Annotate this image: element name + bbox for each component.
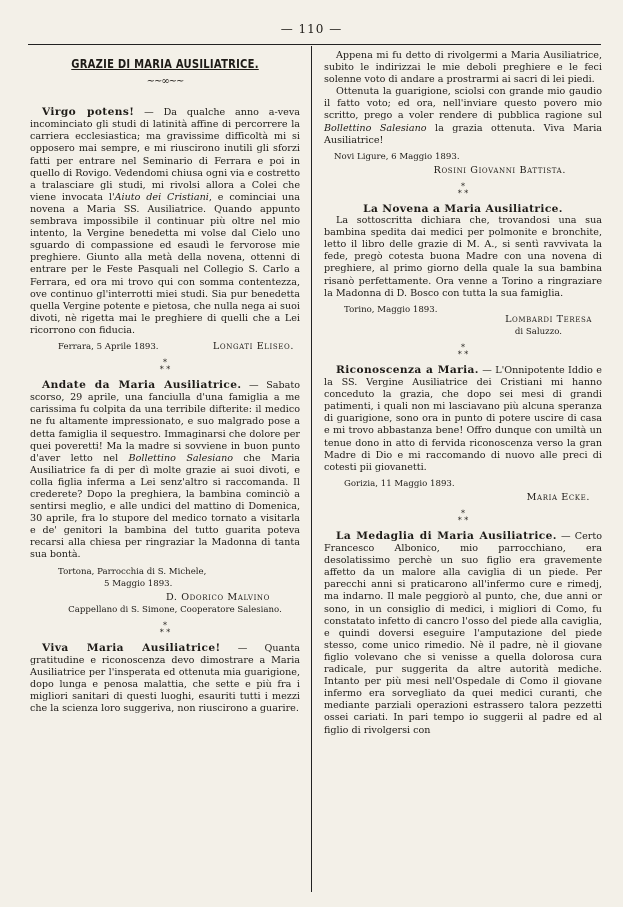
article-continuation: Ottenuta la guarigione, sciolsi con grande mio gaudio il fatto voto; ed ora, nell'inviare questo povero mio scritto, prego a voler rendere di pubblica ragione sul Bollettino Salesiano la grazia ottenuta. Viva Maria Ausiliatrice!	[324, 86, 602, 146]
article-heading: Viva Maria Ausiliatrice!	[42, 641, 221, 654]
article-heading: Virgo potens!	[42, 106, 135, 119]
article-medaglia: La Medaglia di Maria Ausiliatrice. — Certo Francesco Albonico, mio parrocchiano, era desolatissimo perchè un suo figlio era gravemente affetto da un malore alla caviglia di un piede. Per parecchi anni si praticarono all'infermo cure e rimedj, ma indarno. Il male peggiorò al punto, che, due anni or sono, in un consiglio di medici, i migliori di Como, fu constatato infetto di cancro l'osso del piede alla caviglia, e quindi doversi eseguire l'amputazione del piede stesso, come unico rimedio. Nè il padre, nè il giovane figlio volevano che si venisse a quella dolorosa cura radicale, pur suggerita da altre autorità mediche. Intanto per più mesi nell'Ospedale di Como il giovane infermo era sorvegliato da quei medici curanti, che mediante parziali operazioni estrassero talora pezzetti ossei cariati. In pari tempo io suggerii al padre ed al figlio di rivolgersi con	[324, 530, 603, 736]
signature: D. Odorico Malvino	[165, 591, 270, 603]
page-number: — 110 —	[280, 22, 343, 36]
article-heading: La Novena a Maria Ausiliatrice.	[363, 202, 563, 215]
article-heading: Riconoscenza a Maria.	[336, 363, 479, 376]
signature-subtitle: di Saluzzo.	[514, 326, 562, 337]
dateline: 5 Maggio 1893.	[104, 578, 173, 589]
article-viva-maria: Viva Maria Ausiliatrice! — Quanta gratitudine e riconoscenza devo dimostrare a Maria Ausiliatrice per l'insperata ed ottenuta mia guarigione, dopo lunga e penosa malattia, che sette e più fra i migliori sanitari di questi luoghi, esauriti tutti i mezzi che la scienza loro suggeriva, non riuscirono a guarire.	[30, 641, 300, 715]
article-heading: La Medaglia di Maria Ausiliatrice.	[336, 530, 557, 542]
article-heading: Andate da Maria Ausiliatrice.	[42, 379, 242, 392]
dateline: Novi Ligure, 6 Maggio 1893.	[334, 151, 460, 162]
separator-stars: * * *	[457, 342, 469, 359]
dateline: Gorizia, 11 Maggio 1893.	[344, 478, 455, 489]
ornament: ~~∞~~	[146, 76, 184, 88]
signature: Longati Eliseo.	[212, 341, 294, 353]
article-virgo-potens: Virgo potens! — Da qualche anno a-veva incominciato gli studi di latinità affine di percorrere la carriera ecclesiastica; ma gravissime difficoltà mi si opposero mai sempre, e mi riuscirono inutili gli sforzi fatti per entrare nel Seminario di Ferrara e poi in quello di Rovigo. Vedendomi chiusa ogni via e costretto a tralasciare gli studi, mi rivolsi allora a Colei che viene invocata l'Aiuto dei Cristiani, e cominciai una novena a Maria SS. Ausiliatrice. Quando appunto sembrava impossibile il continuar più oltre nel mio intento, la Vergine benedetta mi volse dal Cielo uno sguardo di compassione ed esaudì le fervorose mie preghiere. Giunto alla metà della novena, ottenni di entrare per le Feste Pasquali nel Collegio S. Carlo a Ferrara, ed ora mi trovo qui con somma contentezza, ove continuo gl'interrotti miei studi. Sia pur benedetta quella Vergine potente e pietosa, che nulla nega ai suoi divoti, nè rigetta mai le preghiere di quelli che a Lei ricorrono con fiducia.	[30, 106, 300, 336]
separator-stars: * * *	[457, 181, 469, 198]
article-riconoscenza: Riconoscenza a Maria. — L'Onnipotente Iddio e la SS. Vergine Ausiliatrice dei Cristiani mi hanno conceduto la grazia, che dopo sei mesi di grandi patimenti, i quali non mi lasciavano più alcuna speranza di guarigione, sono ora in punto di potere uscire di casa e mi trovo abbastanza bene! Offro dunque con umiltà un tenue dono in atto di fervida riconoscenza verso la gran Madre di Dio e mi raccomando di nuovo alle preci di cotesti pii giovanetti.	[324, 363, 602, 473]
signature: Lombardi Teresa	[505, 313, 592, 325]
column-divider	[311, 46, 312, 892]
separator-stars: * * *	[159, 620, 171, 637]
separator-stars: * * *	[159, 358, 171, 375]
dateline: Torino, Maggio 1893.	[344, 304, 438, 315]
signature-subtitle: Cappellano di S. Simone, Cooperatore Salesiano.	[68, 604, 282, 615]
section-title: GRAZIE DI MARIA AUSILIATRICE.	[71, 56, 259, 71]
right-column	[324, 50, 602, 737]
article-andate-da-maria: Andate da Maria Ausiliatrice. — Sabato scorso, 29 aprile, una fanciulla d'una famiglia a me carissima fu colpita da una terribile difterite: il medico ne fu altamente impressionato, e suo malgrado pose a detta famiglia il sequestro. Immaginarsi che dolore per quei poveretti! Ma la madre si sovviene in buon punto d'aver letto nel Bollettino Salesiano che Maria Ausiliatrice fa di per dì molte grazie ai suoi divoti, e colla figlia inferma a Lei senz'altro si raccomanda. Il crederete? Dopo la preghiera, la bambina cominciò a sentirsi meglio, e alle undici del mattino di Domenica, 30 aprile, fra lo stupore del medico tornato a visitarla e de' genitori la bambina del tutto guarita poteva recarsi alla chiesa per ringraziar la Madonna di tanta sua bontà.	[30, 379, 300, 561]
header-rule	[28, 44, 601, 45]
signature: Maria Ecke.	[526, 491, 590, 503]
article-continuation: Appena mi fu detto di rivolgermi a Maria Ausiliatrice, subito le indirizzai le mie deboli preghiere e le feci solenne voto di andare a prostrarmi ai sacri di lei piedi.	[324, 50, 602, 86]
signature: Rosini Giovanni Battista.	[433, 164, 566, 176]
separator-stars: * * *	[457, 509, 469, 525]
article-novena: La sottoscritta dichiara che, trovandosi una sua bambina spedita dai medici per polmonite e bronchite, letto il libro delle grazie di M. A., si sentì ravvivata la fede, pregò cotesta buona Madre con una novena di preghiere, al primo giorno della quale la sua bambina risanò perfettamente. Ora venne a Torino a ringraziare la Madonna di D. Bosco con tutta la sua famiglia.	[324, 215, 602, 299]
dateline: Ferrara, 5 Aprile 1893.	[58, 341, 159, 352]
left-column	[30, 58, 300, 716]
dateline: Tortona, Parrocchia di S. Michele,	[58, 566, 207, 577]
